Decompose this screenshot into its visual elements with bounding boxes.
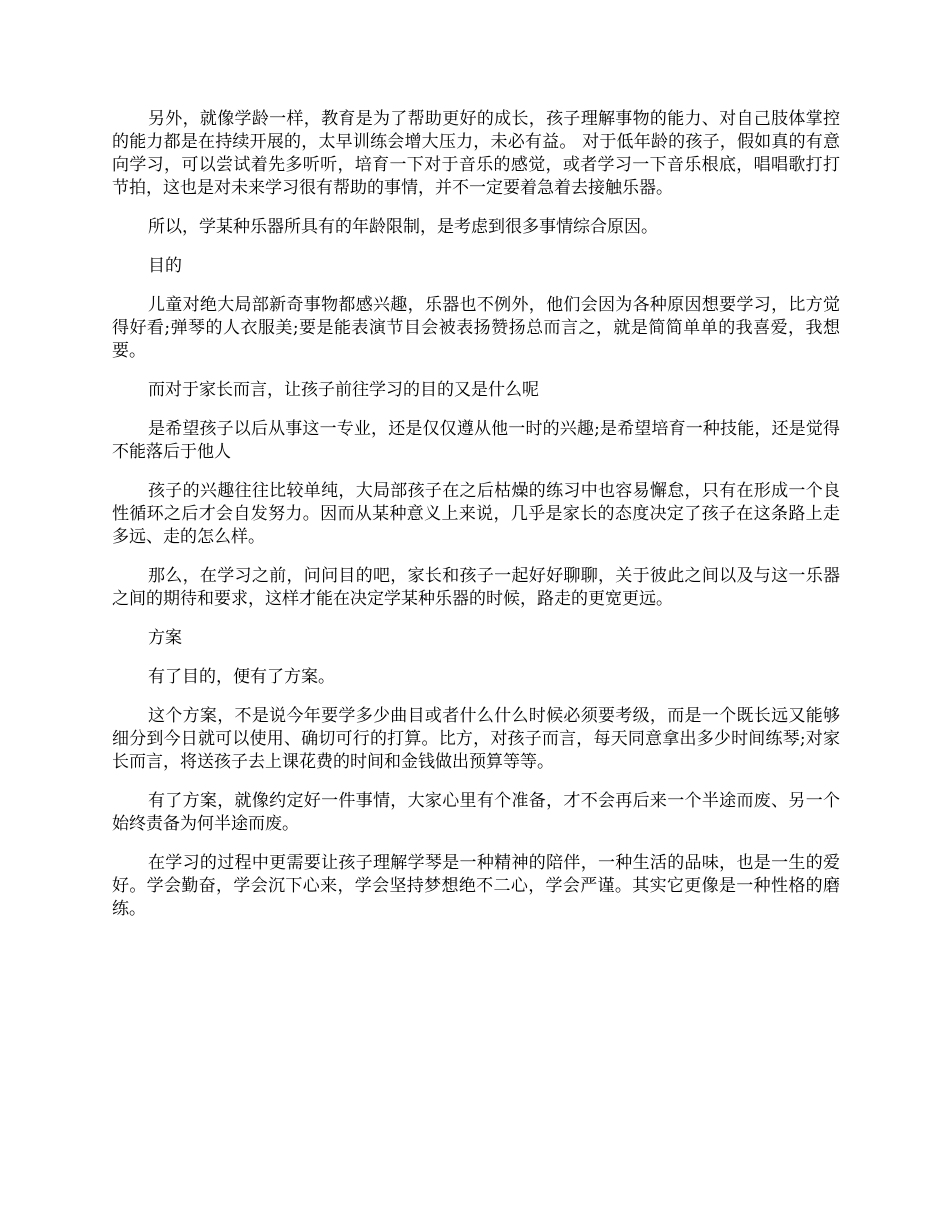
paragraph-11: 在学习的过程中更需要让孩子理解学琴是一种精神的陪伴，一种生活的品味，也是一生的爱好。学会勤奋，学会沉下心来，学会坚持梦想绝不二心，学会严谨。其实它更像是一种性格的磨练。 — [112, 853, 840, 919]
paragraph-6: 孩子的兴趣往往比较单纯，大局部孩子在之后枯燥的练习中也容易懈怠，只有在形成一个良性循环之后才会自发努力。因而从某种意义上来说，几乎是家长的态度决定了孩子在这条路上走多远、走的怎么样。 — [112, 481, 840, 547]
paragraph-4: 而对于家长而言，让孩子前往学习的目的又是什么呢 — [148, 380, 539, 400]
document-body — [112, 108, 840, 937]
paragraph-1: 另外，就像学龄一样，教育是为了帮助更好的成长，孩子理解事物的能力、对自己肢体掌控的能力都是在持续开展的，太早训练会增大压力，未必有益。 对于低年龄的孩子，假如真的有意向学习，可以尝试着先多听听，培育一下对于音乐的感觉，或者学习一下音乐根底，唱唱歌打打节拍，这也是对未来学习很有帮助的事情，并不一定要着急着去接触乐器。 — [112, 109, 840, 198]
paragraph-10: 有了方案，就像约定好一件事情，大家心里有个准备，才不会再后来一个半途而废、另一个始终责备为何半途而废。 — [112, 791, 840, 834]
section-heading-plan: 方案 — [148, 628, 182, 648]
section-heading-purpose: 目的 — [148, 256, 182, 276]
paragraph-8: 有了目的，便有了方案。 — [148, 667, 335, 687]
paragraph-5: 是希望孩子以后从事这一专业，还是仅仅遵从他一时的兴趣;是希望培育一种技能，还是觉得不能落后于他人 — [112, 419, 840, 462]
paragraph-2: 所以，学某种乐器所具有的年龄限制，是考虑到很多事情综合原因。 — [148, 217, 658, 237]
paragraph-3: 儿童对绝大局部新奇事物都感兴趣，乐器也不例外，他们会因为各种原因想要学习，比方觉得好看;弹琴的人衣服美;要是能表演节目会被表扬赞扬总而言之，就是简简单单的我喜爱，我想要。 — [112, 295, 840, 361]
paragraph-9: 这个方案，不是说今年要学多少曲目或者什么什么时候必须要考级，而是一个既长远又能够细分到今日就可以使用、确切可行的打算。比方，对孩子而言，每天同意拿出多少时间练琴;对家长而言，将送孩子去上课花费的时间和金钱做出预算等等。 — [112, 706, 840, 772]
paragraph-7: 那么，在学习之前，问问目的吧，家长和孩子一起好好聊聊，关于彼此之间以及与这一乐器之间的期待和要求，这样才能在决定学某种乐器的时候，路走的更宽更远。 — [112, 566, 840, 609]
